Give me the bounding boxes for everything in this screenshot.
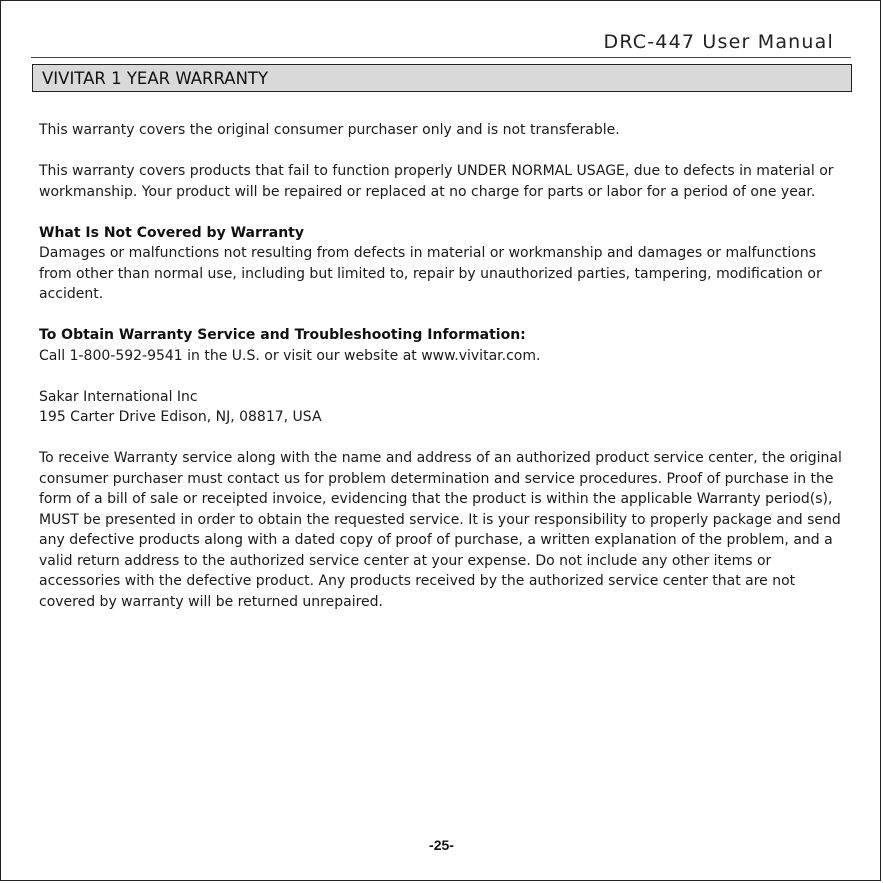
service-procedure-paragraph: To receive Warranty service along with the name and address of an authorized product service center, the original consumer purchaser must contact us for problem determination and service procedures. Proof of purchase in the form of a bill of sale or receipted invoice, evidencing that the product is within the applicable Warranty period(s), MUST be presented in order to obtain the requested service. It is your responsibility to properly package and send any defective products along with a dated copy of proof of purchase, a written explanation of the problem, and a valid return address to the authorized service center at your expense. Do not include any other items or accessories with the defective product. Any products received by the authorized service center that are not covered by warranty will be returned unrepaired. [39,450,842,610]
header-divider [31,57,851,58]
page-number: -25- [429,837,454,853]
not-covered-section [39,223,849,305]
section-title: VIVITAR 1 YEAR WARRANTY [42,68,269,88]
not-covered-text: Damages or malfunctions not resulting from defects in material or workmanship and damages or malfunctions from other than normal use, including but limited to, repair by unauthorized parties, tampering, modification or accident. [39,245,822,302]
coverage-paragraph: This warranty covers products that fail to function properly UNDER NORMAL USAGE, due to defects in material or workmanship. Your product will be repaired or replaced at no charge for parts or labor for a period of one year. [39,163,834,200]
section-banner [32,64,852,92]
company-name: Sakar International Inc [39,388,198,405]
service-heading: To Obtain Warranty Service and Troubleshooting Information: [39,327,526,343]
transferability-paragraph: This warranty covers the original consumer purchaser only and is not transferable. [39,122,620,138]
service-section [39,325,849,366]
not-covered-heading: What Is Not Covered by Warranty [39,224,305,241]
company-address-block [39,387,849,428]
document-title: DRC-447 User Manual [603,31,834,53]
company-address: 195 Carter Drive Edison, NJ, 08817, USA [39,409,322,425]
warranty-content [39,120,849,633]
service-text: Call 1-800-592-9541 in the U.S. or visit our website at www.vivitar.com. [39,347,541,364]
